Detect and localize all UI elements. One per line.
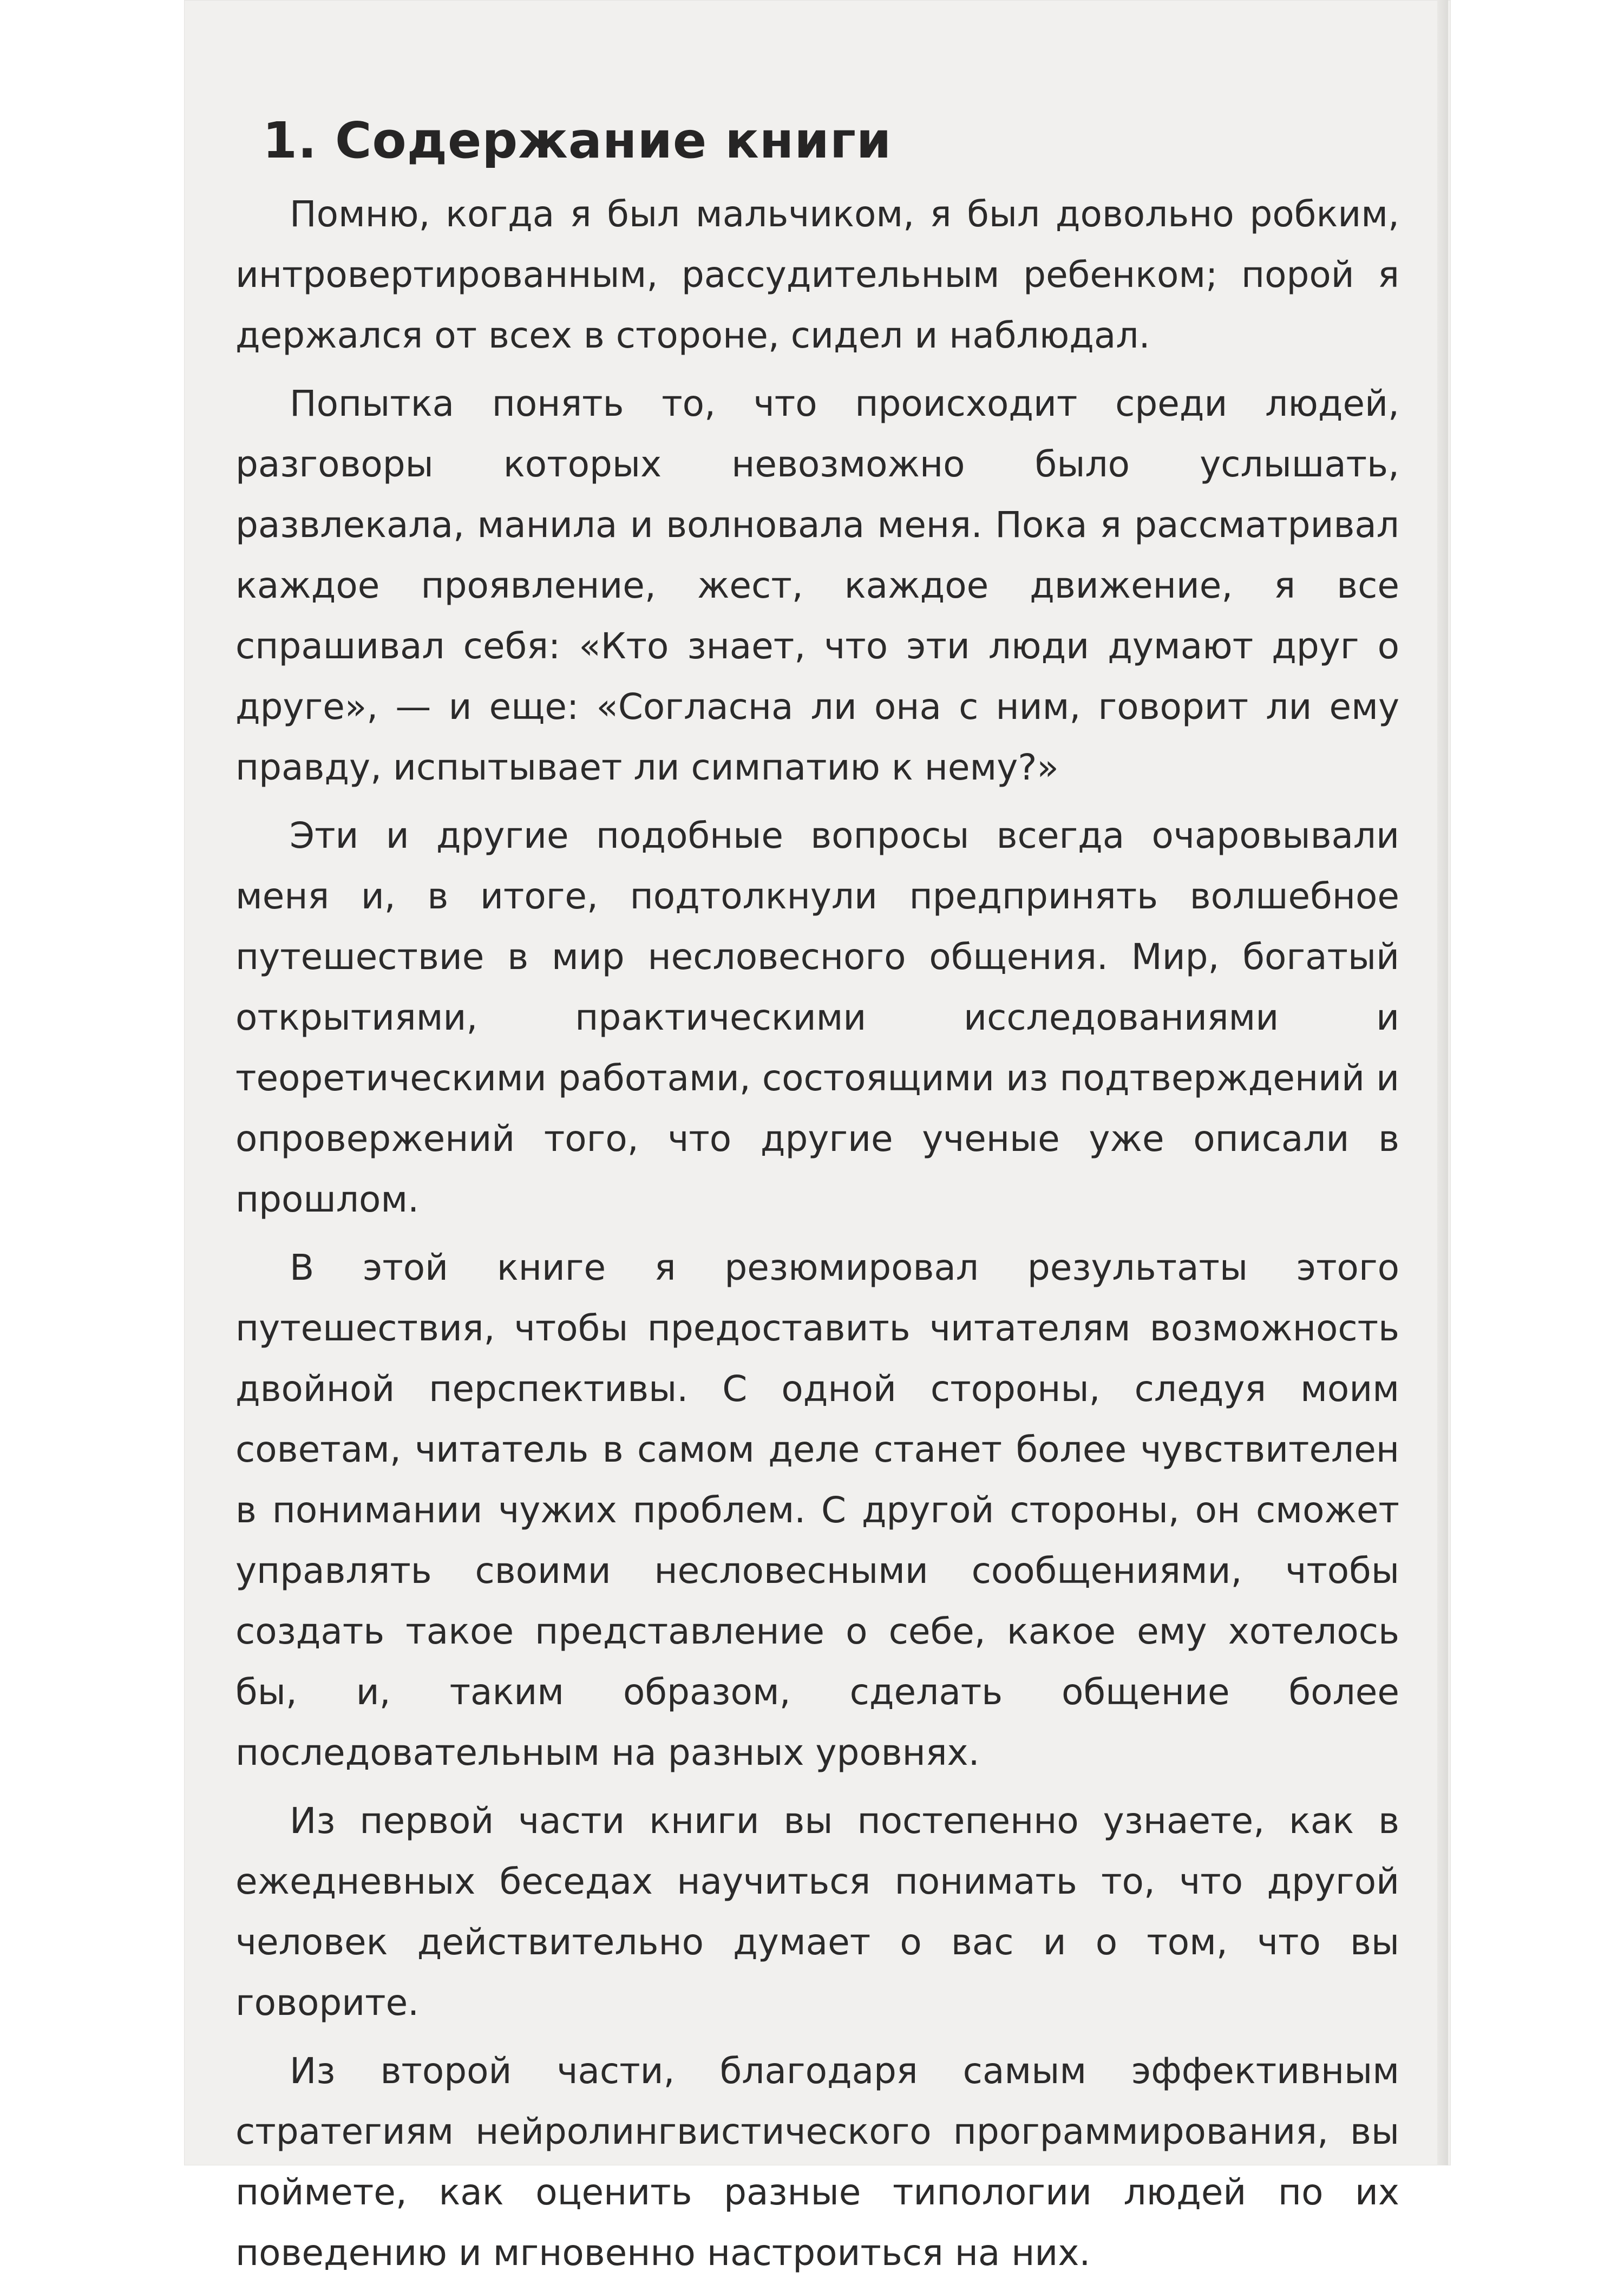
paragraph-1: Помню, когда я был мальчиком, я был довольно робким, интровертированным, рассудительным ребенком; порой я держался от всех в стороне, сидел и наблюдал. <box>235 193 1399 356</box>
chapter-title: 1. Содержание книги <box>263 112 892 169</box>
page-edge-shadow <box>1437 0 1448 2165</box>
paragraph-6: Из второй части, благодаря самым эффективным стратегиям нейролингвистического программирования, вы поймете, как оценить разные типологии людей по их поведению и мгновенно настроиться на них. <box>235 2050 1399 2274</box>
paragraph-4: В этой книге я резюмировал результаты этого путешествия, чтобы предоставить читателям возможность двойной перспективы. С одной стороны, следуя моим советам, читатель в самом деле станет более чувствителен в понимании чужих проблем. С другой стороны, он сможет управлять своими несловесными сообщениями, чтобы создать такое представление о себе, какое ему хотелось бы, и, таким образом, сделать общение более последовательным на разных уровнях. <box>235 1247 1399 1773</box>
page-text <box>235 103 1399 2291</box>
book-page <box>184 0 1451 2274</box>
paragraph-3: Эти и другие подобные вопросы всегда очаровывали меня и, в итоге, подтолкнули предпринять волшебное путешествие в мир несловесного общения. Мир, богатый открытиями, практическими исследованиями и теоретическими работами, состоящими из подтверждений и опровержений того, что другие ученые уже описали в прошлом. <box>235 815 1399 1220</box>
paragraph-2: Попытка понять то, что происходит среди людей, разговоры которых невозможно было услышать, развлекала, манила и волновала меня. Пока я рассматривал каждое проявление, жест, каждое движение, я все спрашивал себя: «Кто знает, что эти люди думают друг о друге», — и еще: «Согласна ли она с ним, говорит ли ему правду, испытывает ли симпатию к нему?» <box>235 383 1399 788</box>
paragraph-5: Из первой части книги вы постепенно узнаете, как в ежедневных беседах научиться понимать то, что другой человек действительно думает о вас и о том, что вы говорите. <box>235 1800 1399 2024</box>
